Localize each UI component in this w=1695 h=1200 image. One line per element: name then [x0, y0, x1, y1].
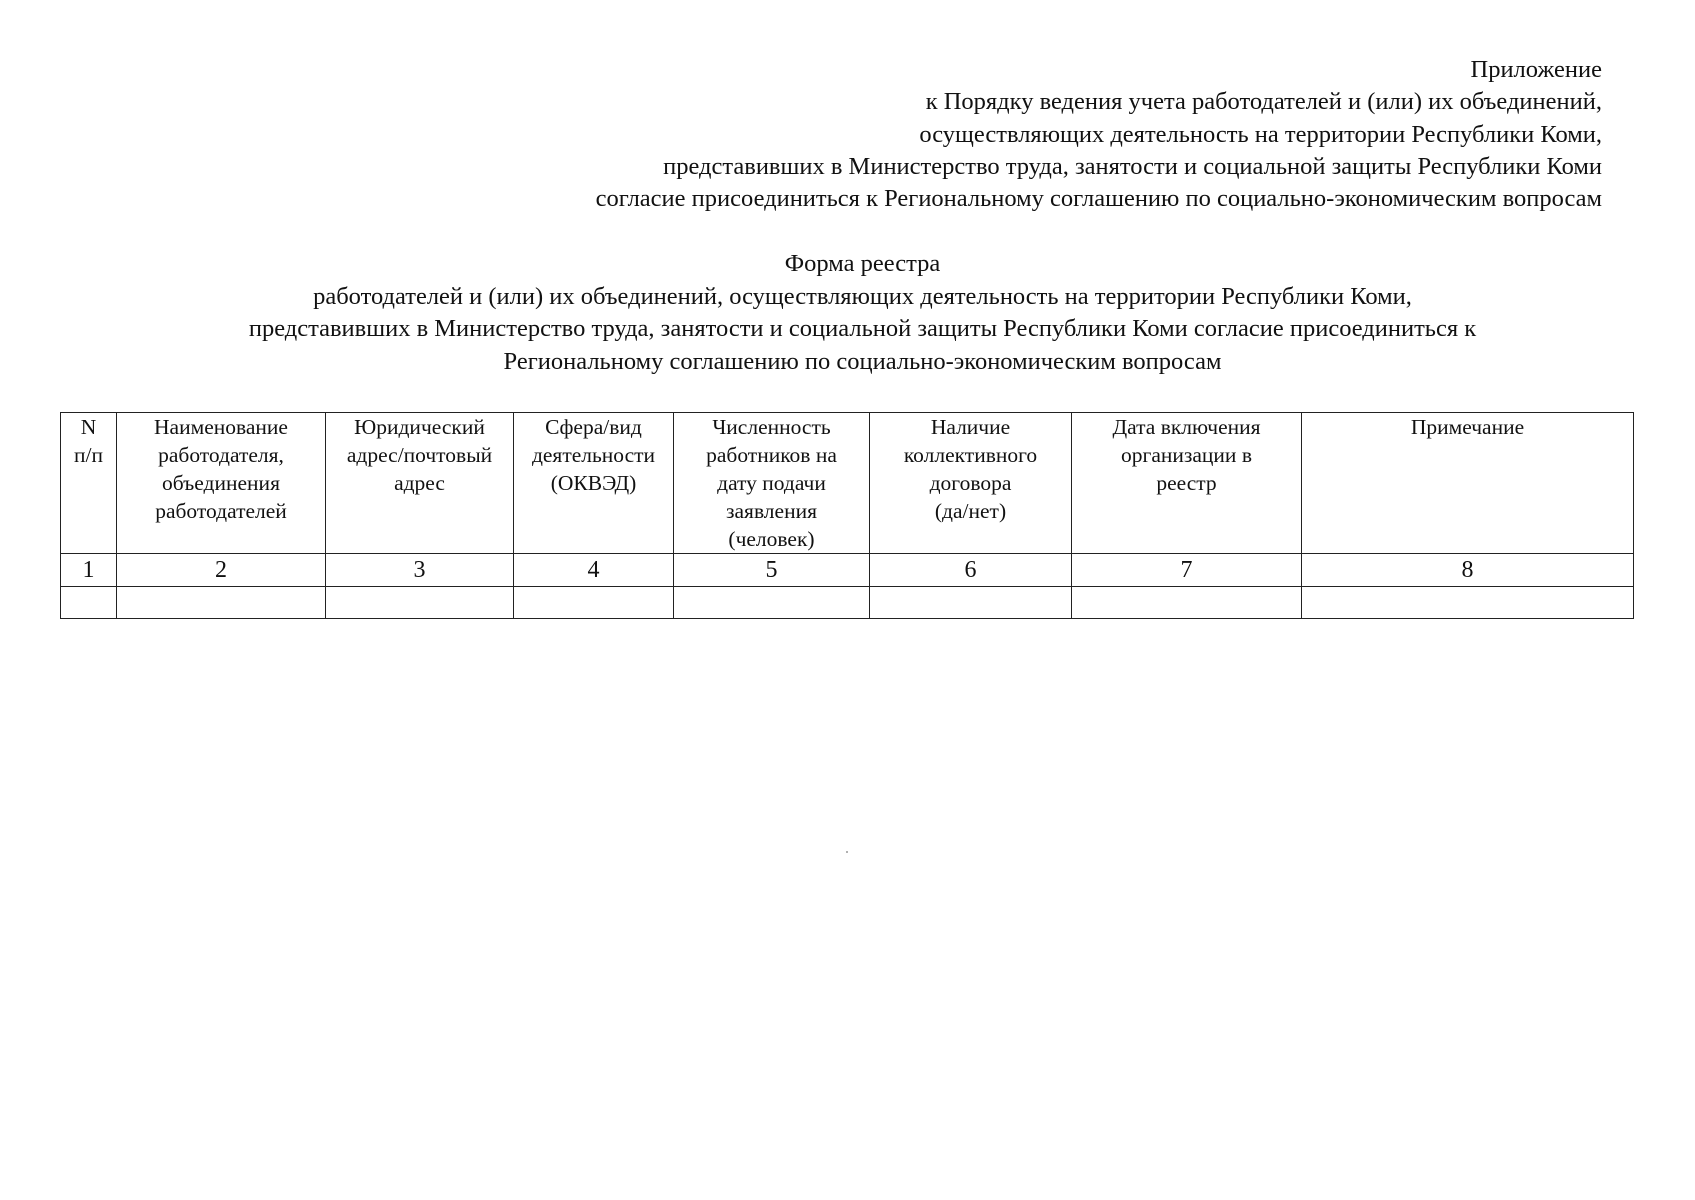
header-text: коллективного [903, 443, 1038, 467]
header-text: Численность [712, 415, 831, 439]
empty-cell [61, 587, 117, 619]
header-text: работников на [706, 443, 837, 467]
header-text: договора [929, 471, 1012, 495]
header-text: N [80, 415, 97, 439]
appendix-line: к Порядку ведения учета работодателей и (или) их объединений, [925, 88, 1602, 116]
form-title-line: представивших в Министерство труда, занятости и социальной защиты Республики Коми согласие присоединиться к [248, 315, 1477, 342]
empty-cell [1072, 587, 1302, 619]
empty-cell [674, 587, 870, 619]
empty-cell [870, 587, 1072, 619]
header-text: (человек) [728, 527, 815, 551]
column-number: 5 [674, 554, 870, 587]
header-text: деятельности [531, 443, 656, 467]
header-cell-collective-agreement [870, 413, 1072, 554]
appendix-line: осуществляющих деятельность на территории Республики Коми, [919, 120, 1602, 148]
registry-table [60, 412, 1634, 619]
column-number: 3 [326, 554, 514, 587]
table-row [61, 587, 1634, 619]
empty-cell [514, 587, 674, 619]
column-number: 1 [61, 554, 117, 587]
header-text: Юридический [354, 415, 485, 439]
header-text: (ОКВЭД) [550, 471, 637, 495]
header-cell-address [326, 413, 514, 554]
header-text: п/п [74, 443, 103, 467]
appendix-heading [596, 54, 1602, 215]
empty-cell [1302, 587, 1634, 619]
header-row [61, 413, 1634, 554]
form-title-line: работодателей и (или) их объединений, осуществляющих деятельность на территории Республики Коми, [313, 282, 1412, 310]
header-cell-number [61, 413, 117, 554]
header-text: Наличие [930, 415, 1011, 439]
header-text: адрес/почтовый [346, 443, 493, 467]
column-number: 2 [117, 554, 326, 587]
header-cell-headcount [674, 413, 870, 554]
appendix-line: согласие присоединиться к Региональному соглашению по социально-экономическим вопросам [595, 185, 1602, 213]
header-text: работодателя, [158, 443, 284, 467]
header-cell-inclusion-date [1072, 413, 1302, 554]
header-text: работодателей [155, 499, 287, 523]
form-title-line: Форма реестра [784, 250, 941, 277]
appendix-line: представивших в Министерство труда, занятости и социальной защиты Республики Коми [663, 152, 1602, 180]
header-cell-note [1302, 413, 1634, 554]
header-text: Дата включения [1112, 415, 1261, 439]
header-text: Примечание [1410, 415, 1525, 439]
header-cell-employer-name [117, 413, 326, 554]
header-text: объединения [162, 471, 280, 495]
header-text: заявления [726, 499, 817, 523]
column-number: 6 [870, 554, 1072, 587]
appendix-line: Приложение [1470, 56, 1602, 83]
scan-speck [846, 851, 848, 853]
empty-cell [117, 587, 326, 619]
header-text: Сфера/вид [545, 415, 642, 439]
header-text: организации в [1121, 443, 1252, 467]
header-text: реестр [1156, 471, 1217, 495]
form-title [0, 248, 1695, 378]
header-text: Наименование [154, 415, 288, 439]
column-number: 4 [514, 554, 674, 587]
form-title-line: Региональному соглашению по социально-экономическим вопросам [503, 347, 1222, 375]
column-number: 7 [1072, 554, 1302, 587]
header-cell-activity [514, 413, 674, 554]
header-text: дату подачи [717, 471, 826, 495]
header-text: (да/нет) [934, 499, 1007, 523]
column-number: 8 [1302, 554, 1634, 587]
empty-cell [326, 587, 514, 619]
column-number-row [61, 554, 1634, 587]
header-text: адрес [394, 471, 445, 495]
